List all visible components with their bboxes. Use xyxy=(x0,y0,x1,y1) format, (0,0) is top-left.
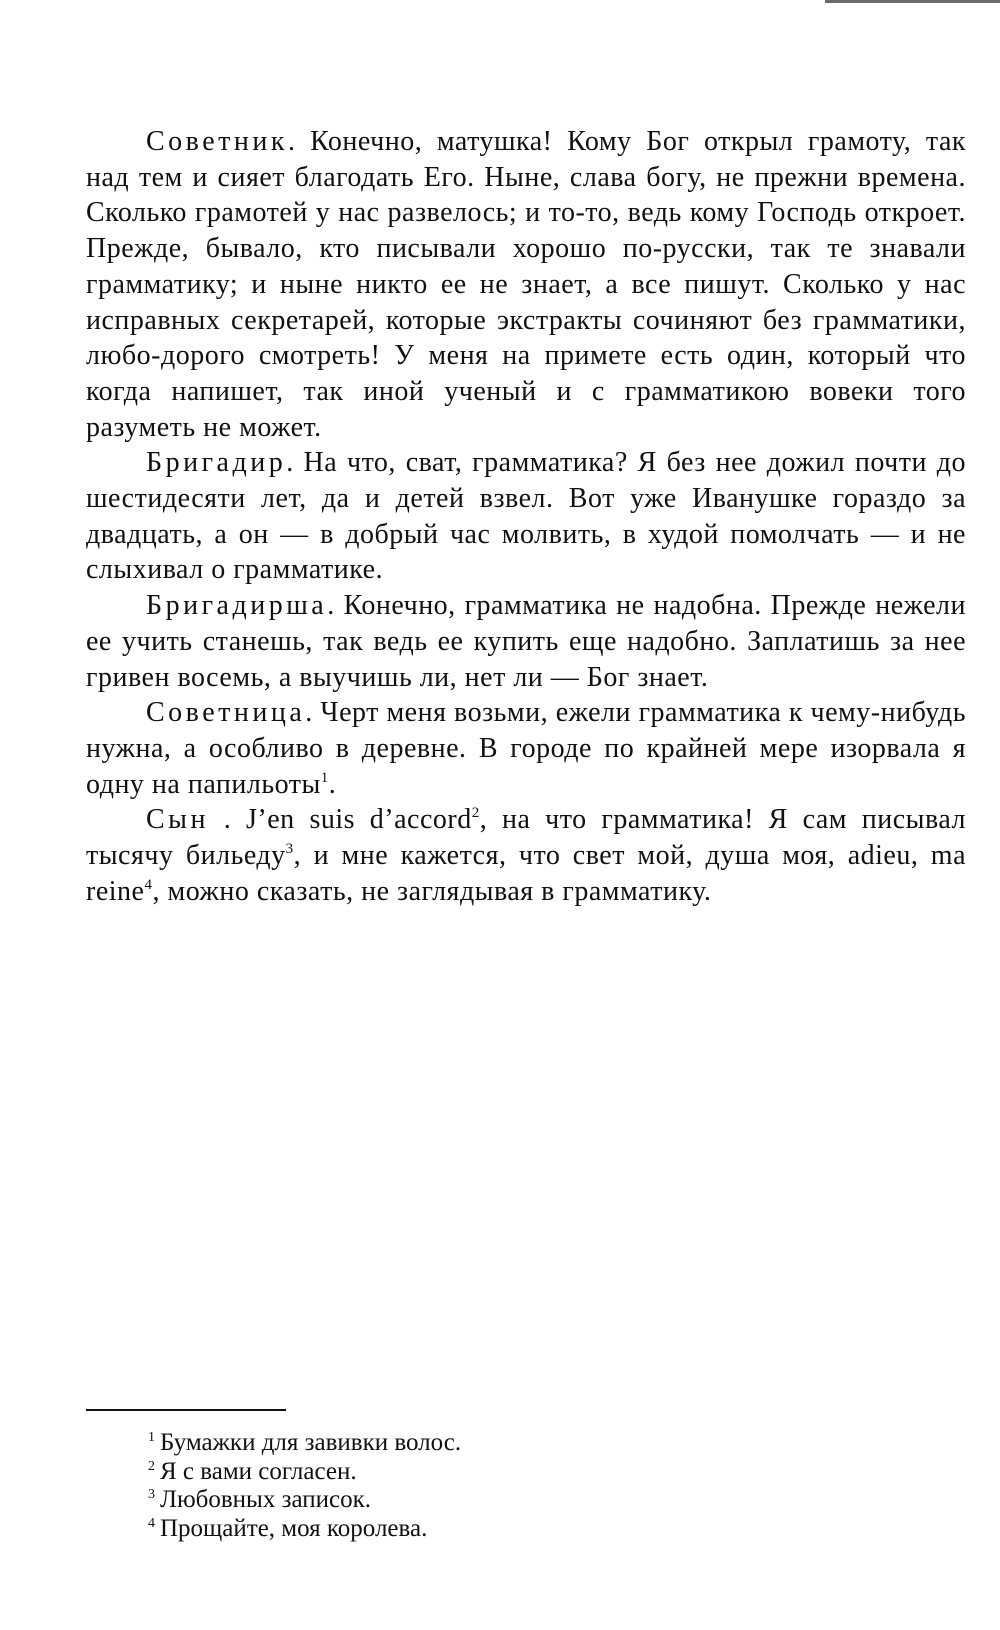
speech-text: , можно сказать, не заглядывая в грамматику. xyxy=(152,875,712,907)
footnote-item xyxy=(148,1515,908,1544)
dialogue-paragraph xyxy=(86,588,966,695)
footnote-number: 4 xyxy=(148,1515,155,1531)
speech-text: Черт меня возьми, ежели грамматика к чему-нибудь нужна, а особливо в деревне. В городе по крайней мере изорвала я одну на папильоты xyxy=(86,697,966,800)
speaker-name: Советник xyxy=(146,126,288,157)
footnote-number: 3 xyxy=(148,1487,155,1502)
speaker-name: Советница xyxy=(146,697,306,729)
dialogue-paragraph xyxy=(86,124,966,445)
speaker-name: Бригадир xyxy=(146,447,287,479)
play-text xyxy=(86,124,966,909)
speech-text: На что, сват, грамматика? Я без нее дожил почти до шестидесяти лет, да и детей взвел. Вот уже Иванушке гораздо за двадцать, а он — в добрый час молвить, в худой помолчать — и не слыхивал о грамматике. xyxy=(86,447,966,586)
top-edge-line xyxy=(825,0,1000,3)
footnote-number: 2 xyxy=(148,1458,155,1474)
speaker-separator: . xyxy=(208,804,247,836)
speech-text: J’en suis d’accord xyxy=(246,804,472,836)
speaker-separator: . xyxy=(305,697,321,729)
speaker-separator: . xyxy=(286,447,304,479)
dialogue-paragraph xyxy=(86,695,966,802)
speaker-name: Сын xyxy=(146,804,209,836)
dialogue-paragraph xyxy=(86,802,966,909)
footnote-divider xyxy=(86,1409,286,1411)
speech-text: Конечно, грамматика не надобна. Прежде нежели ее учить станешь, так ведь ее купить еще надобно. Заплатишь за нее гривен восемь, а выучишь ли, нет ли — Бог знает. xyxy=(86,590,967,693)
speech-text: Конечно, матушка! Кому Бог открыл грамоту, так над тем и сияет благодать Его. Ныне, слава богу, не прежни времена. Сколько грамотей у нас развелось; и то-то, ведь кому Господь откроет. Прежде, бывало, кто писывали хорошо по-русски, так те знавали грамматику; и ныне никто ее не знает, а все пишут. Сколько у нас исправных секретарей, которые экстракты сочиняют без грамматики, любо-дорого смотреть! У меня на примете есть один, который что когда напишет, так иной ученый и с грамматикою вовеки того разуметь не может. xyxy=(86,126,967,443)
speaker-name: Бригадирша xyxy=(146,590,328,622)
footnote-text: Я с вами согласен. xyxy=(160,1457,357,1485)
footnotes xyxy=(148,1429,908,1543)
footnote-text: Любовных записок. xyxy=(160,1486,371,1513)
speech-text: , на что грамматика! Я сам писывал тысячу бильеду xyxy=(86,804,966,872)
footnote-marker: 1 xyxy=(320,769,329,786)
dialogue-paragraph xyxy=(86,445,966,588)
speaker-separator: . xyxy=(287,126,311,157)
footnote-marker: 4 xyxy=(144,876,153,893)
footnote-item xyxy=(148,1458,908,1487)
footnote-item xyxy=(148,1486,908,1515)
footnote-text: Бумажки для завивки волос. xyxy=(160,1429,462,1456)
footnote-marker: 2 xyxy=(471,805,480,822)
speech-text: , и мне кажется, что свет мой, душа моя, adieu, ma reine xyxy=(86,840,966,907)
speaker-separator: . xyxy=(327,590,344,622)
footnote-marker: 3 xyxy=(285,841,294,858)
footnote-item xyxy=(148,1429,908,1458)
footnote-number: 1 xyxy=(148,1430,155,1445)
speech-text: . xyxy=(328,768,337,800)
footnote-text: Прощайте, моя королева. xyxy=(160,1514,428,1542)
